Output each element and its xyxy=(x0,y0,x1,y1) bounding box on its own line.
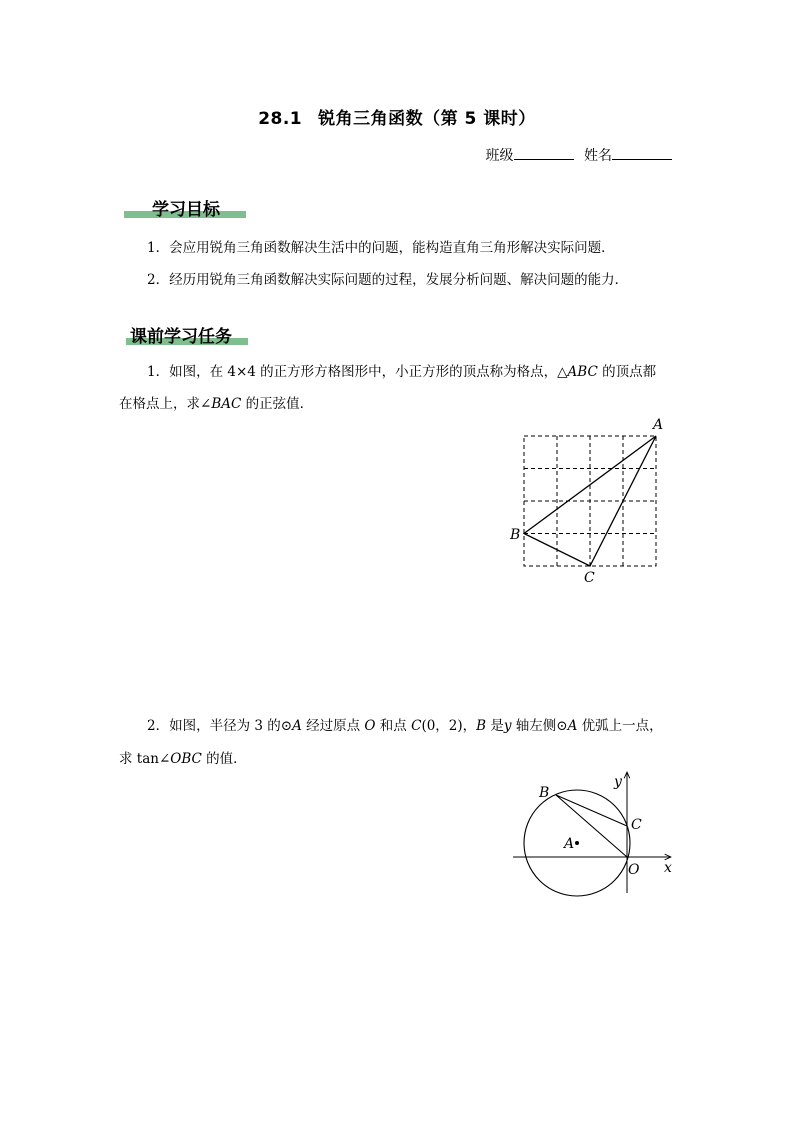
label-y: y xyxy=(614,774,622,790)
label-c: C xyxy=(584,570,595,586)
name-blank[interactable] xyxy=(612,145,672,160)
objective-item-1: 1．会应用锐角三角函数解决生活中的问题，能构造直角三角形解决实际问题． xyxy=(147,240,615,256)
center-point-a xyxy=(575,841,579,845)
label-a: A xyxy=(564,836,575,852)
objective-item-2: 2．经历用锐角三角函数解决实际问题的过程，发展分析问题、解决问题的能力． xyxy=(147,272,629,288)
label-a: A xyxy=(653,417,664,433)
figure-2-circle-axes xyxy=(505,768,685,903)
label-b: B xyxy=(539,785,550,801)
figure-1-grid-triangle xyxy=(500,412,680,592)
class-label: 班级 xyxy=(485,148,514,164)
title-text: 锐角三角函数（第 5 课时） xyxy=(318,109,536,129)
name-label: 姓名 xyxy=(584,148,612,164)
question-2-line-1: 2．如图，半径为 3 的⊙A 经过原点 O 和点 C(0，2)，B 是y 轴左侧⊙A 优弧上一点， xyxy=(147,718,663,734)
label-c: C xyxy=(631,817,642,833)
dashed-grid xyxy=(524,436,656,566)
class-blank[interactable] xyxy=(514,145,574,160)
label-b: B xyxy=(510,527,521,543)
pre-class-heading: 课前学习任务 xyxy=(126,322,256,347)
question-1-line-2: 在格点上，求∠BAC 的正弦值． xyxy=(119,396,314,412)
question-1-line-1: 1．如图，在 4×4 的正方形方格图形中，小正方形的顶点称为格点，△ABC 的顶点都 xyxy=(147,364,657,380)
class-name-line xyxy=(486,145,672,165)
label-x: x xyxy=(664,860,672,876)
section-number: 28.1 xyxy=(258,109,303,129)
page-title xyxy=(0,104,794,129)
label-o: O xyxy=(628,862,640,878)
objectives-heading: 学习目标 xyxy=(124,195,248,220)
question-2-line-2: 求 tan∠OBC 的值． xyxy=(119,751,247,767)
